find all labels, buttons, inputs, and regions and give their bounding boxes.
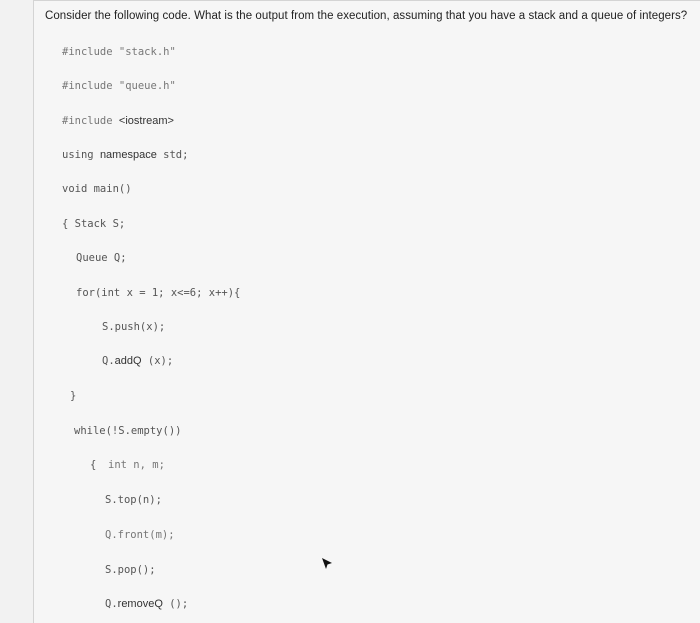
- code-line-front: Q.front(m);: [105, 529, 175, 541]
- using-keyword: using: [62, 149, 94, 161]
- namespace-keyword: namespace: [99, 149, 157, 161]
- addq-object: Q.: [102, 355, 115, 367]
- include-directive: #include: [62, 115, 113, 127]
- addq-args: (x);: [147, 355, 174, 367]
- removeq-args: ();: [169, 598, 189, 610]
- code-line-include-iostream: [62, 115, 174, 127]
- std-name: std;: [163, 149, 189, 161]
- code-line-pop: S.pop();: [105, 564, 156, 576]
- include-file: <iostream>: [118, 115, 174, 127]
- code-line-for-loop: for(int x = 1; x<=6; x++){: [76, 287, 241, 299]
- code-line-include-queue: #include "queue.h": [62, 80, 176, 92]
- code-line-removeq: [105, 598, 188, 610]
- code-line-queue-decl: Queue Q;: [76, 252, 127, 264]
- mouse-pointer-icon: [320, 557, 334, 571]
- code-line-using-namespace: [62, 149, 188, 161]
- code-line-top: S.top(n);: [105, 494, 162, 506]
- code-line-push: S.push(x);: [102, 321, 166, 333]
- code-line-int-decl: int n, m;: [108, 459, 165, 471]
- code-line-while-open: {: [90, 459, 97, 471]
- removeq-object: Q.: [105, 598, 118, 610]
- code-line-addq: [102, 355, 173, 367]
- code-line-stack-decl: { Stack S;: [62, 218, 126, 230]
- removeq-method: removeQ: [117, 598, 163, 610]
- code-line-while: while(!S.empty()): [74, 425, 182, 437]
- question-text: Consider the following code. What is the output from the execution, assuming that you have a stack and a queue of integers?: [45, 10, 688, 22]
- addq-method: addQ: [114, 355, 142, 367]
- code-line-include-stack: #include "stack.h": [62, 46, 176, 58]
- code-line-close-for: }: [70, 390, 77, 402]
- code-line-void-main: void main(): [62, 183, 132, 195]
